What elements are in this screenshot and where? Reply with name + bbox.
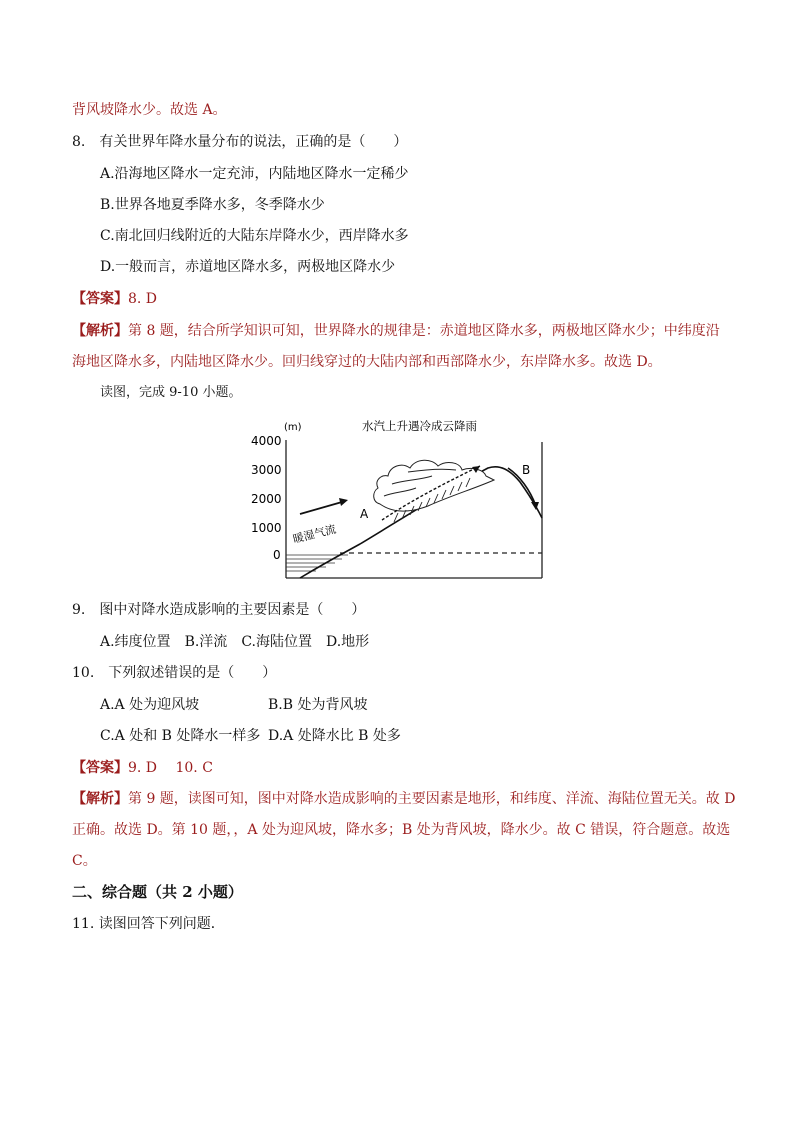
analysis-8-line-1: [72, 321, 720, 341]
answer-value: 9. D 10. C: [128, 760, 213, 776]
previous-answer-tail: 背风坡降水少。故选 A。: [72, 102, 227, 118]
warm-moist-flow-label: 暖湿气流: [291, 522, 338, 546]
answer-8: [72, 289, 157, 309]
question-8-option-c: C.南北回归线附近的大陆东岸降水少，西岸降水多: [100, 228, 409, 244]
answer-9-10: [72, 758, 213, 778]
analysis-text: 第 9 题，读图可知，图中对降水造成影响的主要因素是地形，和纬度、洋流、海陆位置无关。故 D: [128, 791, 736, 807]
analysis-tag: 【解析】: [72, 323, 128, 339]
question-8-option-d: D.一般而言，赤道地区降水多，两极地区降水少: [100, 259, 396, 275]
analysis-9-10-line-3: C。: [72, 853, 97, 869]
question-11-stem: 11. 读图回答下列问题．: [72, 916, 225, 932]
unit-label: (m): [284, 422, 302, 433]
question-9-option-a: A.纬度位置: [100, 634, 171, 650]
question-9-option-b: B.洋流: [184, 634, 228, 650]
analysis-text: 第 8 题，结合所学知识可知，世界降水的规律是：赤道地区降水多，两极地区降水少；中纬度沿: [128, 323, 720, 339]
question-8-option-a: A.沿海地区降水一定充沛，内陆地区降水一定稀少: [100, 166, 409, 182]
figure-title: 水汽上升遇冷成云降雨: [362, 419, 477, 433]
question-8-stem: 8. 有关世界年降水量分布的说法，正确的是（ ）: [72, 134, 408, 150]
warm-flow-arrowhead: [339, 498, 348, 506]
question-10-option-a: A.A 处为迎风坡: [100, 697, 200, 713]
analysis-9-10-line-2: 正确。故选 D。第 10 题，，A 处为迎风坡，降水多；B 处为背风坡，降水少。故 C 错误，符合题意。故选: [72, 822, 731, 838]
question-10-option-d: D.A 处降水比 B 处多: [268, 728, 401, 744]
orographic-rain-diagram: [251, 418, 550, 583]
question-9-option-c: C.海陆位置: [241, 634, 312, 650]
answer-tag: 【答案】: [72, 760, 128, 776]
warm-flow-arrow: [300, 502, 342, 514]
y-tick-3000: 3000: [251, 463, 282, 477]
y-tick-2000: 2000: [251, 492, 282, 506]
figure-intro: 读图，完成 9-10 小题。: [100, 385, 242, 400]
analysis-tag: 【解析】: [72, 791, 128, 807]
question-10-option-c: C.A 处和 B 处降水一样多: [100, 728, 261, 744]
question-9-option-d: D.地形: [325, 634, 370, 650]
answer-tag: 【答案】: [72, 291, 128, 307]
question-10-stem: 10. 下列叙述错误的是（ ）: [72, 665, 277, 681]
analysis-8-line-2: 海地区降水多，内陆地区降水少。回归线穿过的大陆内部和西部降水少，东岸降水多。故选 D。: [72, 354, 662, 370]
question-9-options: [100, 632, 369, 652]
question-10-option-b: B.B 处为背风坡: [268, 697, 368, 713]
y-tick-4000: 4000: [251, 434, 282, 448]
question-8-option-b: B.世界各地夏季降水多，冬季降水少: [100, 197, 325, 213]
question-9-stem: 9. 图中对降水造成影响的主要因素是（ ）: [72, 602, 366, 618]
section-heading: 二、综合题（共 2 小题）: [72, 883, 243, 901]
y-tick-0: 0: [273, 548, 281, 562]
answer-value: 8. D: [128, 291, 158, 307]
analysis-9-10-line-1: [72, 789, 735, 809]
label-b: B: [522, 463, 531, 477]
y-tick-1000: 1000: [251, 521, 282, 535]
label-a: A: [360, 507, 369, 521]
